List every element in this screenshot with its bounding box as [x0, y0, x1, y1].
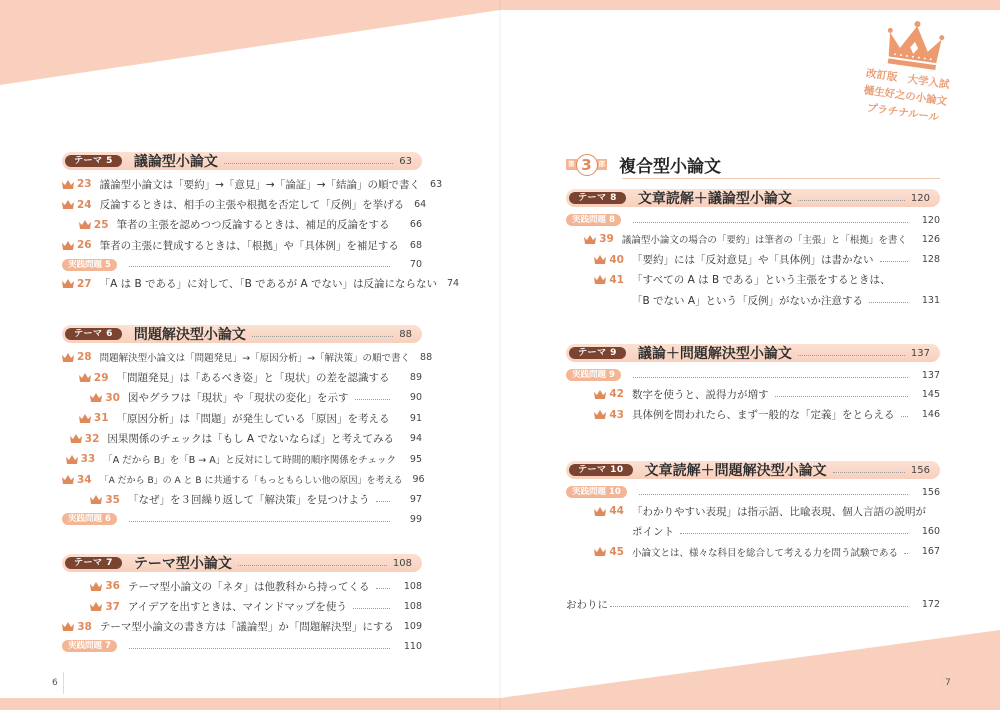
- crown-icon: [881, 16, 947, 74]
- theme-title: 議論＋問題解決型小論文: [637, 346, 792, 362]
- entry-page: 128: [921, 254, 940, 266]
- crown-icon: [90, 495, 102, 504]
- entry-title: 因果関係のチェックは「もし A でないならば」と考えてみる: [107, 433, 394, 446]
- leader-dots: [639, 494, 908, 495]
- practice-badge: 実践問題 5: [62, 259, 117, 271]
- entry-title: 「A だから B」の A と B に共通する「もっともらしい他の原因」を考える: [99, 476, 403, 487]
- toc-entry[interactable]: [62, 429, 422, 449]
- rule-number: 40: [609, 253, 624, 266]
- theme-badge: テーマ 6: [65, 328, 122, 340]
- toc-entry[interactable]: [62, 194, 427, 214]
- entry-title: 小論文とは、様々な科目を総合して考える力を問う試験である: [632, 547, 899, 559]
- rule-number: 42: [609, 388, 624, 401]
- entry-page: 126: [921, 233, 940, 245]
- entry-title: ポイント: [632, 526, 674, 539]
- entry-title: 数字を使うと、説得力が増す: [632, 388, 769, 401]
- crown-icon: [62, 241, 74, 250]
- entry-page: 145: [921, 388, 940, 400]
- toc-entry[interactable]: [62, 596, 422, 616]
- part-title: 複合型小論文: [619, 157, 721, 177]
- practice-badge: 実践問題 8: [566, 214, 621, 226]
- practice-entry[interactable]: [566, 483, 940, 501]
- toc-entry[interactable]: [566, 404, 940, 424]
- part-heading: [566, 152, 940, 177]
- entry-page: 96: [412, 474, 425, 486]
- theme-section-9: [566, 344, 940, 425]
- rule-number: 27: [77, 277, 92, 290]
- entry-title: 議論型小論文の場合の「要約」は筆者の「主張」と「根拠」を書く: [621, 235, 907, 247]
- crown-icon: [594, 547, 606, 556]
- rule-number: 37: [105, 600, 120, 613]
- entry-title: テーマ型小論文の「ネタ」は他教科から持ってくる: [128, 580, 370, 593]
- rule-number: 32: [84, 432, 100, 445]
- leader-dots: [633, 377, 908, 378]
- crown-icon: [594, 275, 606, 284]
- crown-icon: [90, 602, 102, 611]
- practice-entry[interactable]: [62, 510, 422, 528]
- entry-page: 97: [409, 494, 422, 506]
- entry-title: 「A だから B」を「B → A」と反対にして時間的順序関係をチェック: [103, 455, 396, 467]
- toc-entry[interactable]: [62, 408, 422, 428]
- practice-entry[interactable]: [62, 256, 422, 274]
- part-number: 3: [576, 154, 598, 176]
- leader-dots: [833, 472, 905, 473]
- leader-dots: [904, 553, 908, 554]
- leader-dots: [680, 533, 908, 534]
- page-number-divider: [937, 672, 938, 694]
- entry-title: 反論するときは、相手の主張や根拠を否定して「反例」を挙げる: [99, 199, 405, 212]
- leader-dots: [238, 565, 387, 566]
- entry-page: 95: [409, 453, 422, 465]
- entry-page: 109: [403, 621, 422, 633]
- toc-entry[interactable]: [62, 215, 422, 235]
- entry-title: 筆者の主張に賛成するときは、「根拠」や「具体例」を補足する: [99, 239, 399, 252]
- part-underline: [622, 178, 940, 179]
- toc-entry-continuation[interactable]: [566, 521, 940, 541]
- rule-number: 36: [105, 580, 120, 593]
- theme-header[interactable]: [62, 152, 422, 170]
- closing-entry[interactable]: [566, 594, 940, 614]
- entry-page: 160: [921, 526, 940, 538]
- entry-title: 問題解決型小論文は「問題発見」→「原因分析」→「解決策」の順で書く: [99, 353, 411, 365]
- toc-entry[interactable]: [62, 274, 460, 294]
- theme-badge: テーマ 8: [569, 192, 626, 204]
- entry-title: 「要約」には「反対意見」や「具体例」は書かない: [632, 254, 874, 267]
- part-suffix: 部: [598, 160, 605, 168]
- entry-title: 具体例を問われたら、まず一般的な「定義」をとらえる: [632, 409, 895, 422]
- crown-icon: [62, 475, 74, 484]
- crown-icon: [90, 393, 102, 402]
- theme-section-10: [566, 461, 940, 562]
- entry-title: 「原因分析」は「問題」が発生している「原因」を考える: [116, 412, 390, 425]
- toc-entry[interactable]: [566, 542, 940, 562]
- leader-dots: [798, 355, 905, 356]
- closing-page: 172: [921, 598, 940, 610]
- theme-section-6: [62, 325, 433, 528]
- entry-title: 議論型小論文は「要約」→「意見」→「論証」→「結論」の順で書く: [99, 178, 421, 191]
- leader-dots: [376, 588, 391, 589]
- rule-number: 39: [599, 233, 614, 246]
- rule-number: 24: [77, 198, 92, 211]
- entry-title: 「B でない A」という「反例」がないか注意する: [632, 294, 864, 307]
- rule-number: 33: [80, 453, 96, 466]
- toc-entry[interactable]: [62, 347, 433, 367]
- theme-header[interactable]: [566, 461, 940, 479]
- crown-icon: [62, 200, 74, 209]
- practice-entry[interactable]: [566, 211, 940, 229]
- crown-icon: [79, 373, 91, 382]
- crown-icon: [62, 622, 74, 631]
- rule-number: 31: [93, 412, 109, 425]
- entry-title: テーマ型小論文の書き方は「議論型」か「問題解決型」にする: [99, 621, 394, 634]
- theme-page-number: 137: [910, 347, 930, 359]
- toc-entry[interactable]: [62, 388, 422, 408]
- closing-label: おわりに: [566, 598, 608, 611]
- theme-page-number: 63: [399, 155, 412, 167]
- entry-page: 94: [409, 433, 422, 445]
- theme-badge: テーマ 10: [569, 464, 633, 476]
- rule-number: 44: [609, 505, 624, 518]
- theme-badge: テーマ 5: [65, 155, 122, 167]
- practice-entry[interactable]: [566, 366, 940, 384]
- entry-page: 88: [420, 351, 433, 363]
- entry-page: 131: [921, 294, 940, 306]
- theme-header[interactable]: [62, 325, 422, 343]
- practice-badge: 実践問題 7: [62, 640, 117, 652]
- rule-number: 45: [609, 545, 624, 558]
- toc-entry[interactable]: [566, 501, 940, 521]
- entry-page: 64: [414, 199, 427, 211]
- theme-title: 問題解決型小論文: [133, 327, 246, 343]
- entry-page: 70: [409, 259, 422, 271]
- toc-entry[interactable]: [62, 449, 422, 469]
- practice-badge: 実践問題 9: [566, 369, 621, 381]
- entry-page: 146: [921, 409, 940, 421]
- crown-icon: [79, 414, 91, 423]
- entry-page: 167: [921, 546, 940, 558]
- leader-dots: [610, 606, 908, 607]
- entry-page: 99: [409, 513, 422, 525]
- theme-title: 文章読解＋議論型小論文: [637, 191, 792, 207]
- crown-icon: [594, 410, 606, 419]
- toc-entry[interactable]: [62, 367, 422, 387]
- theme-header[interactable]: [566, 344, 940, 362]
- toc-entry[interactable]: [62, 490, 422, 510]
- crown-icon: [594, 255, 606, 264]
- rule-number: 28: [77, 351, 92, 364]
- theme-badge: テーマ 9: [569, 347, 626, 359]
- logo-line-1: 改訂版 大学入試: [865, 67, 951, 92]
- leader-dots: [129, 648, 390, 649]
- theme-title: 議論型小論文: [133, 154, 218, 170]
- leader-dots: [129, 266, 390, 267]
- toc-entry[interactable]: [566, 270, 940, 290]
- entry-title: 図やグラフは「現状」や「現状の変化」を示す: [128, 392, 349, 405]
- leader-dots: [633, 222, 908, 223]
- toc-entry[interactable]: [62, 469, 425, 489]
- entry-title: アイデアを出すときは、マインドマップを使う: [128, 601, 347, 614]
- theme-title: 文章読解＋問題解決型小論文: [644, 463, 827, 479]
- crown-icon: [79, 220, 91, 229]
- theme-section-8: [566, 189, 940, 311]
- entry-page: 110: [403, 640, 422, 652]
- rule-number: 43: [609, 408, 624, 421]
- theme-page-number: 156: [910, 464, 930, 476]
- crown-icon: [66, 455, 78, 464]
- part-prefix: 第: [568, 160, 575, 168]
- toc-entry[interactable]: [62, 174, 443, 194]
- leader-dots: [376, 501, 391, 502]
- rule-number: 41: [609, 273, 624, 286]
- crown-icon: [90, 582, 102, 591]
- entry-page: 90: [409, 392, 422, 404]
- leader-dots: [880, 261, 909, 262]
- theme-header[interactable]: [62, 554, 422, 572]
- rule-number: 35: [105, 493, 120, 506]
- leader-dots: [252, 336, 393, 337]
- entry-page: 91: [409, 412, 422, 424]
- entry-page: 68: [409, 239, 422, 251]
- logo-line-2: 樋生好之の小論文: [862, 84, 948, 108]
- theme-section-5: [62, 152, 460, 294]
- entry-page: 137: [921, 369, 940, 381]
- practice-badge: 実践問題 6: [62, 513, 117, 525]
- logo-line-3: プラチナルール: [866, 101, 940, 124]
- entry-page: 156: [921, 486, 940, 498]
- toc-entry[interactable]: [566, 249, 940, 269]
- entry-title: 「問題発見」は「あるべき姿」と「現状」の差を認識する: [116, 372, 390, 385]
- leader-dots: [224, 163, 393, 164]
- crown-icon: [594, 390, 606, 399]
- leader-dots: [129, 521, 390, 522]
- theme-page-number: 120: [910, 192, 930, 204]
- page-spine: [499, 0, 501, 710]
- toc-entry-continuation[interactable]: [566, 290, 940, 310]
- crown-icon: [594, 507, 606, 516]
- theme-page-number: 88: [399, 328, 412, 340]
- practice-entry[interactable]: [62, 637, 422, 655]
- theme-badge: テーマ 7: [65, 557, 122, 569]
- crown-icon: [584, 235, 596, 244]
- theme-section-7: [62, 554, 422, 655]
- toc-entry[interactable]: [566, 384, 940, 404]
- leader-dots: [775, 396, 909, 397]
- rule-number: 26: [77, 239, 92, 252]
- rule-number: 34: [77, 473, 92, 486]
- rule-number: 29: [93, 371, 109, 384]
- entry-title: 「わかりやすい表現」は指示語、比喩表現、個人言語の説明が: [632, 505, 926, 518]
- entry-page: 108: [403, 601, 422, 613]
- page-number-left: 6: [52, 678, 58, 688]
- toc-entry[interactable]: [62, 617, 422, 637]
- leader-dots: [353, 608, 390, 609]
- practice-badge: 実践問題 10: [566, 486, 627, 498]
- page-number-divider: [63, 672, 64, 694]
- entry-title: 「なぜ」を３回繰り返して「解決策」を見つけよう: [128, 494, 370, 507]
- book-logo: [841, 12, 986, 144]
- entry-page: 120: [921, 214, 940, 226]
- crown-icon: [62, 279, 74, 288]
- theme-title: テーマ型小論文: [133, 556, 232, 572]
- leader-dots: [798, 200, 905, 201]
- entry-title: 「A は B である」に対して、「B であるが A でない」は反論にならない: [99, 278, 437, 291]
- crown-icon: [70, 434, 82, 443]
- crown-icon: [62, 353, 74, 362]
- toc-entry[interactable]: [566, 229, 940, 249]
- rule-number: 25: [93, 218, 109, 231]
- entry-page: 66: [409, 219, 422, 231]
- theme-page-number: 108: [392, 557, 412, 569]
- rule-number: 23: [77, 178, 92, 191]
- rule-number: 38: [77, 620, 92, 633]
- entry-page: 74: [446, 278, 460, 290]
- leader-dots: [869, 302, 908, 303]
- theme-header[interactable]: [566, 189, 940, 207]
- entry-page: 108: [403, 580, 422, 592]
- leader-dots: [355, 399, 391, 400]
- page-number-right: 7: [945, 678, 951, 688]
- entry-title: 「すべての A は B である」という主張をするときは、: [632, 274, 891, 287]
- toc-entry[interactable]: [62, 576, 422, 596]
- crown-icon: [62, 180, 74, 189]
- rule-number: 30: [105, 391, 120, 404]
- entry-page: 89: [409, 372, 422, 384]
- leader-dots: [901, 416, 909, 417]
- toc-entry[interactable]: [62, 235, 422, 255]
- part-badge: [566, 154, 607, 176]
- entry-title: 筆者の主張を認めつつ反論するときは、補足的反論をする: [116, 219, 390, 232]
- entry-page: 63: [430, 178, 443, 190]
